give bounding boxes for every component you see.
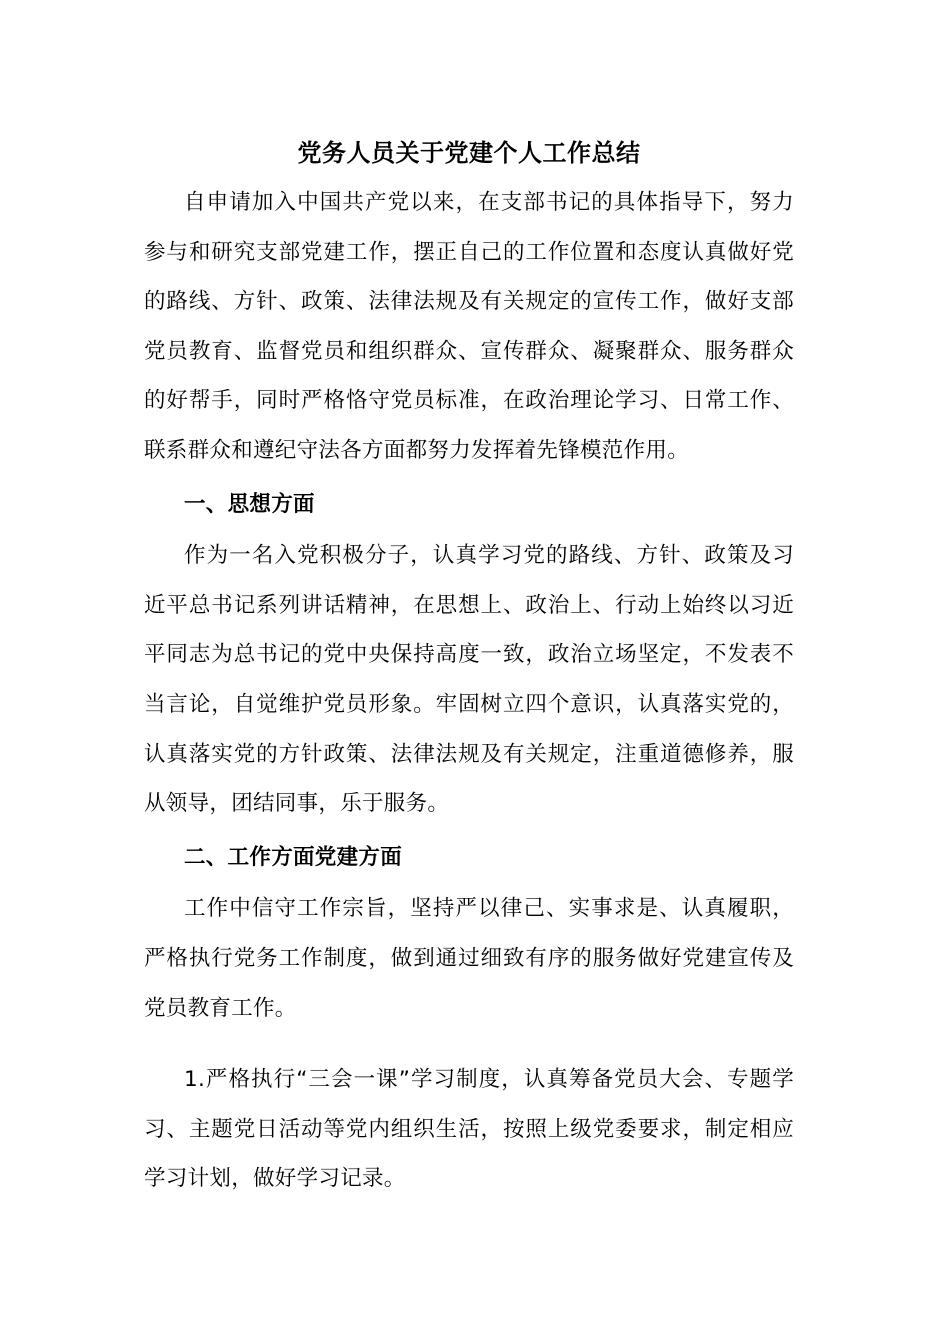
section-heading-thought: 一、思想方面 (184, 491, 315, 517)
document-body (144, 128, 794, 1204)
section-body-work: 工作中信守工作宗旨，坚持严以律己、实事求是、认真履职，严格执行党务工作制度，做到通过细致有序的服务做好党建宣传及党员教育工作。 (144, 896, 794, 1021)
section-heading-work: 二、工作方面党建方面 (184, 844, 403, 870)
intro-paragraph: 自申请加入中国共产党以来，在支部书记的具体指导下，努力参与和研究支部党建工作，摆正自己的工作位置和态度认真做好党的路线、方针、政策、法律法规及有关规定的宣传工作，做好支部党员教育、监督党员和组织群众、宣传群众、凝聚群众、服务群众的好帮手，同时严格恪守党员标准，在政治理论学习、日常工作、联系群众和遵纪守法各方面都努力发挥着先锋模范作用。 (144, 190, 794, 463)
numbered-item-1: 1.严格执行“三会一课”学习制度，认真筹备党员大会、专题学习、主题党日活动等党内组织生活，按照上级党委要求，制定相应学习计划，做好学习记录。 (144, 1067, 794, 1192)
section-body-thought: 作为一名入党积极分子，认真学习党的路线、方针、政策及习近平总书记系列讲话精神，在思想上、政治上、行动上始终以习近平同志为总书记的党中央保持高度一致，政治立场坚定，不发表不当言论，自觉维护党员形象。牢固树立四个意识，认真落实党的，认真落实党的方针政策、法律法规及有关规定，注重道德修养，服从领导，团结同事，乐于服务。 (144, 543, 794, 817)
document-title: 党务人员关于党建个人工作总结 (297, 139, 641, 167)
